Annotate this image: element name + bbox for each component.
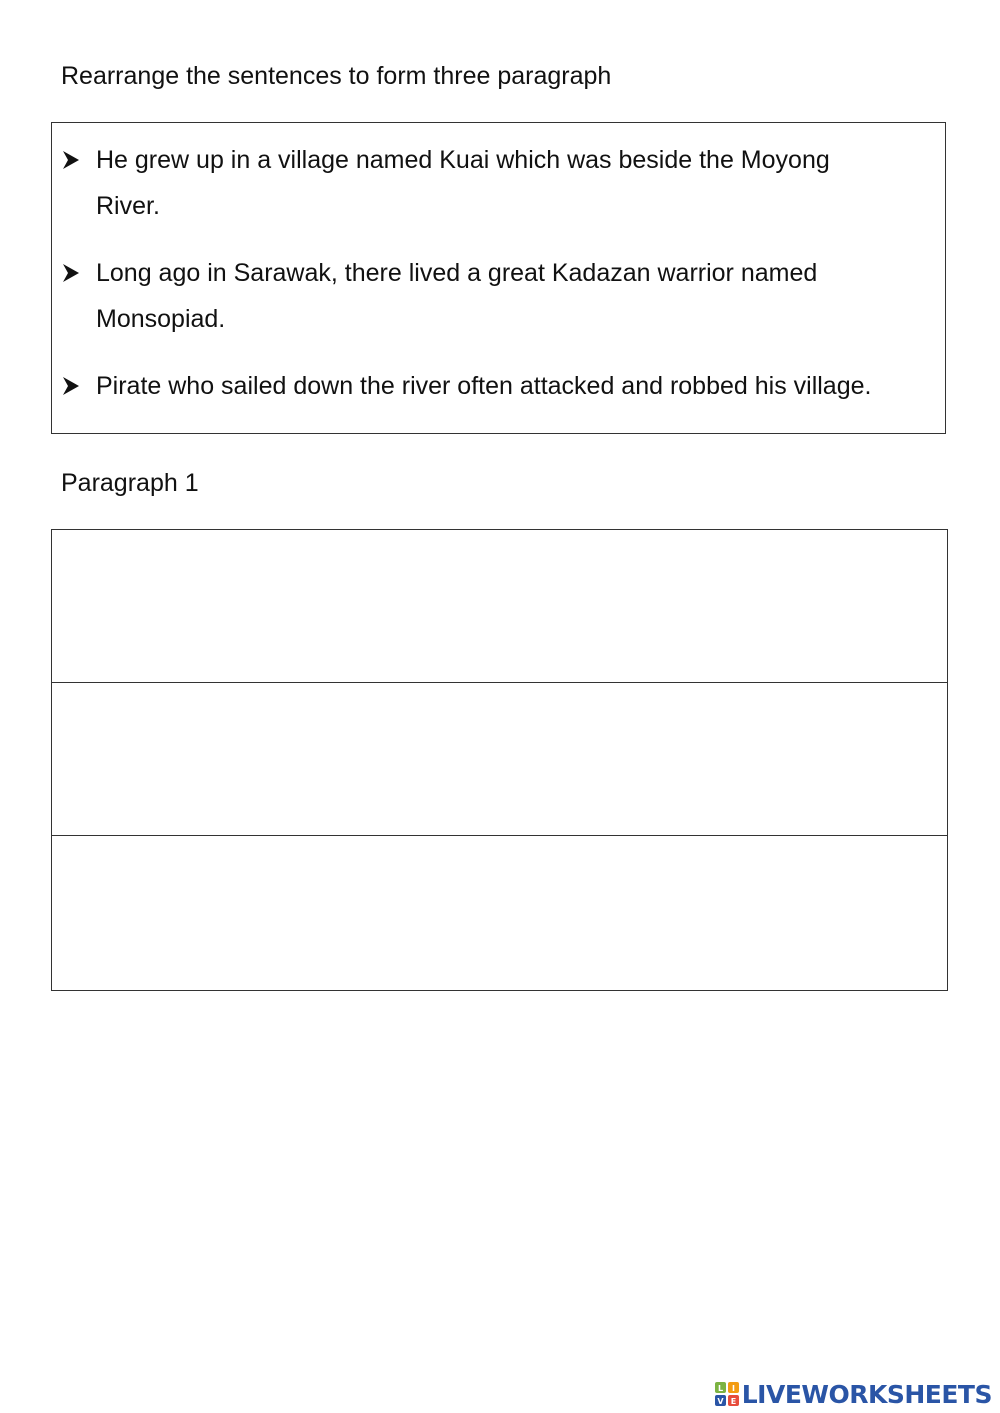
sentence-line: He grew up in a village named Kuai which was beside the Moyong (96, 146, 830, 174)
paragraph-heading: Paragraph 1 (61, 469, 199, 497)
liveworksheets-logo (715, 1376, 992, 1412)
answer-drop-zone-2[interactable] (52, 683, 947, 836)
sentence-line: River. (96, 192, 160, 220)
answer-table (51, 529, 948, 991)
svg-text:I: I (731, 1384, 735, 1393)
svg-text:E: E (730, 1397, 736, 1406)
arrow-bullet-icon (62, 363, 86, 409)
arrow-bullet-icon (62, 137, 86, 183)
arrow-bullet-icon (62, 250, 86, 296)
sentence-line: Long ago in Sarawak, there lived a great Kadazan warrior named (96, 259, 818, 287)
instruction-text: Rearrange the sentences to form three paragraph (61, 62, 612, 90)
answer-drop-zone-1[interactable] (52, 530, 947, 683)
sentence-box (51, 122, 946, 434)
logo-text: LIVEWORKSHEETS (741, 1379, 992, 1409)
liveworksheets-logo-icon (715, 1382, 739, 1406)
sentence-line: Pirate who sailed down the river often attacked and robbed his village. (96, 372, 872, 400)
sentence-item[interactable] (62, 363, 932, 409)
svg-text:L: L (717, 1384, 723, 1393)
sentence-line: Monsopiad. (96, 305, 226, 333)
sentence-item[interactable] (62, 250, 932, 342)
answer-drop-zone-3[interactable] (52, 836, 947, 990)
svg-text:V: V (717, 1397, 724, 1406)
sentence-item[interactable] (62, 137, 932, 229)
